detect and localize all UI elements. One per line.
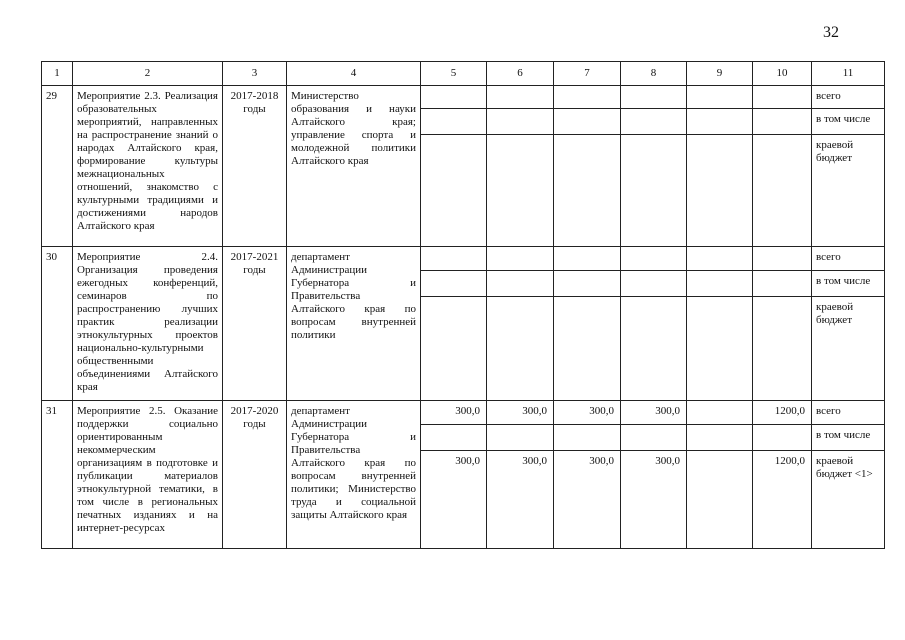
value-cell (487, 86, 554, 109)
value-cell (621, 247, 687, 271)
header-cell: 5 (421, 62, 487, 86)
value-cell (421, 271, 487, 297)
program-table (41, 61, 885, 549)
row-number: 31 (42, 401, 73, 549)
period: 2017-2018 годы (223, 86, 287, 247)
header-cell: 3 (223, 62, 287, 86)
value-cell (554, 271, 621, 297)
value-cell (687, 401, 753, 425)
table-row (42, 86, 885, 109)
row-number: 29 (42, 86, 73, 247)
period: 2017-2020 годы (223, 401, 287, 549)
funding-label: в том числе (812, 271, 885, 297)
funding-label: в том числе (812, 109, 885, 135)
value-cell (487, 247, 554, 271)
value-cell (421, 109, 487, 135)
value-cell (421, 247, 487, 271)
value-cell (753, 247, 812, 271)
table-row (42, 401, 885, 425)
value-cell (554, 86, 621, 109)
header-cell: 9 (687, 62, 753, 86)
value-cell: 1200,0 (753, 451, 812, 549)
value-cell: 300,0 (554, 401, 621, 425)
value-cell: 300,0 (421, 451, 487, 549)
value-cell: 300,0 (621, 451, 687, 549)
value-cell (687, 451, 753, 549)
executor: Министерство образования и науки Алтайского края; управление спорта и молодежной политики Алтайского края (287, 86, 421, 247)
header-cell: 11 (812, 62, 885, 86)
value-cell: 1200,0 (753, 401, 812, 425)
value-cell (687, 135, 753, 247)
value-cell (554, 109, 621, 135)
table-row (42, 247, 885, 271)
value-cell (621, 425, 687, 451)
value-cell (753, 297, 812, 401)
value-cell (687, 297, 753, 401)
event-name: Мероприятие 2.3. Реализация образовательных мероприятий, направленных на распространение знаний о народах Алтайского края, формирование культуры межнациональных отношений, знакомство с культурными традициями и достижениями народов Алтайского края (73, 86, 223, 247)
value-cell (554, 247, 621, 271)
value-cell (621, 86, 687, 109)
value-cell: 300,0 (487, 401, 554, 425)
row-number: 30 (42, 247, 73, 401)
funding-label: краевой бюджет <1> (812, 451, 885, 549)
value-cell (753, 271, 812, 297)
value-cell: 300,0 (487, 451, 554, 549)
value-cell (687, 86, 753, 109)
event-name: Мероприятие 2.5. Оказание поддержки социально ориентированным некоммерческим организациям в подготовке и публикации материалов этнокультурной тематики, в том числе в региональных печатных изданиях и на интернет-ресурсах (73, 401, 223, 549)
value-cell (421, 297, 487, 401)
value-cell (687, 425, 753, 451)
value-cell (753, 109, 812, 135)
header-cell: 2 (73, 62, 223, 86)
value-cell (487, 135, 554, 247)
funding-label: краевой бюджет (812, 135, 885, 247)
funding-label: всего (812, 401, 885, 425)
value-cell (687, 109, 753, 135)
value-cell (753, 425, 812, 451)
executor: департамент Администрации Губернатора и Правительства Алтайского края по вопросам внутренней политики (287, 247, 421, 401)
value-cell (621, 297, 687, 401)
header-cell: 6 (487, 62, 554, 86)
value-cell (554, 297, 621, 401)
value-cell (487, 425, 554, 451)
value-cell (621, 271, 687, 297)
event-name: Мероприятие 2.4. Организация проведения ежегодных конференций, семинаров по распространению лучших практик реализации этнокультурных проектов национально-культурными общественными объединениями Алтайского края (73, 247, 223, 401)
funding-label: всего (812, 86, 885, 109)
header-cell: 1 (42, 62, 73, 86)
executor: департамент Администрации Губернатора и Правительства Алтайского края по вопросам внутренней политики; Министерство труда и социальной защиты Алтайского края (287, 401, 421, 549)
header-cell: 8 (621, 62, 687, 86)
header-cell: 4 (287, 62, 421, 86)
value-cell (753, 86, 812, 109)
value-cell (554, 425, 621, 451)
value-cell (554, 135, 621, 247)
value-cell (621, 109, 687, 135)
funding-label: всего (812, 247, 885, 271)
header-cell: 7 (554, 62, 621, 86)
value-cell (753, 135, 812, 247)
funding-label: краевой бюджет (812, 297, 885, 401)
header-cell: 10 (753, 62, 812, 86)
value-cell (487, 297, 554, 401)
period: 2017-2021 годы (223, 247, 287, 401)
value-cell (487, 109, 554, 135)
value-cell (421, 86, 487, 109)
page-number: 32 (823, 24, 839, 41)
value-cell (421, 135, 487, 247)
value-cell: 300,0 (621, 401, 687, 425)
value-cell (487, 271, 554, 297)
value-cell: 300,0 (554, 451, 621, 549)
value-cell (687, 247, 753, 271)
funding-label: в том числе (812, 425, 885, 451)
value-cell (687, 271, 753, 297)
value-cell (621, 135, 687, 247)
value-cell (421, 425, 487, 451)
header-row (42, 62, 885, 86)
value-cell: 300,0 (421, 401, 487, 425)
